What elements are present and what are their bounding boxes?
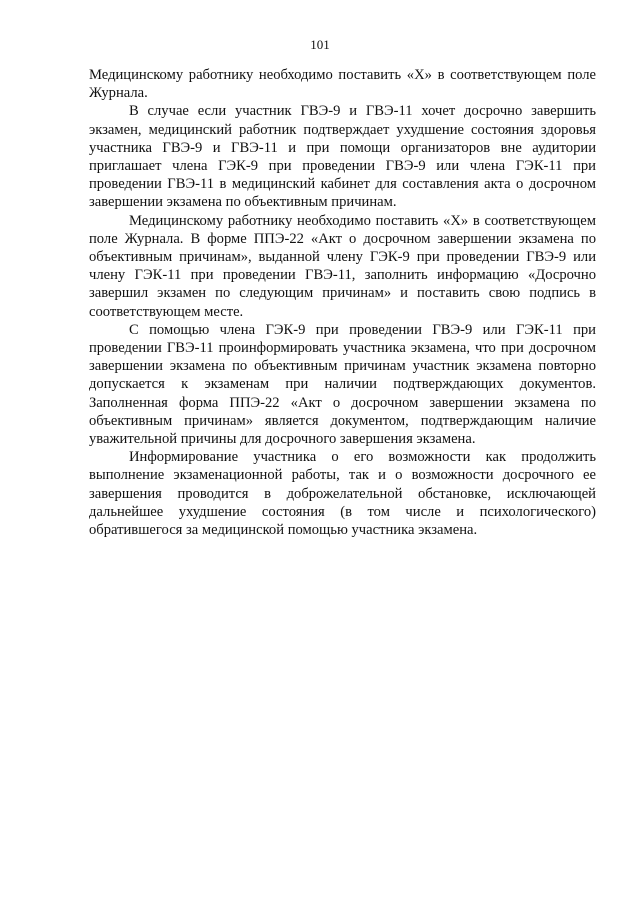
page-number: 101 (310, 37, 330, 52)
paragraph-2: В случае если участник ГВЭ-9 и ГВЭ-11 хочет досрочно завершить экзамен, медицинский работник подтверждает ухудшение состояния здоровья участника ГВЭ-9 и ГВЭ-11 и при помощи организаторов вне аудитории приглашает члена ГЭК-9 при проведении ГВЭ-9 или члена ГЭК-11 при проведении ГВЭ-11 в медицинский кабинет для составления акта о досрочном завершении экзамена по объективным причинам. (89, 103, 596, 211)
paragraph-1: Медицинскому работнику необходимо поставить «Х» в соответствующем поле Журнала. (89, 67, 596, 102)
paragraph-5: Информирование участника о его возможности как продолжить выполнение экзаменационной работы, так и о возможности досрочного ее завершения проводится в доброжелательной обстановке, исключающей дальнейшее ухудшение состояния (в том числе и психологического) обратившегося за медицинской помощью участника экзамена. (89, 449, 596, 539)
paragraph-4: С помощью члена ГЭК-9 при проведении ГВЭ-9 или ГЭК-11 при проведении ГВЭ-11 проинформировать участника экзамена, что при досрочном завершении экзамена по объективным причинам участник экзамена повторно допускается к экзаменам при наличии подтверждающих документов. Заполненная форма ППЭ-22 «Акт о досрочном завершении экзамена по объективным причинам» является документом, подтверждающим наличие уважительной причины для досрочного завершения экзамена. (89, 321, 596, 448)
paragraph-3: Медицинскому работнику необходимо поставить «Х» в соответствующем поле Журнала. В форме ППЭ-22 «Акт о досрочном завершении экзамена по объективным причинам», выданной члену ГЭК-9 при проведении ГВЭ-9 или члену ГЭК-11 при проведении ГВЭ-11, заполнить информацию «Досрочно завершил экзамен по следующим причинам» и поставить свою подпись в соответствующем месте. (89, 212, 596, 320)
document-body (89, 66, 596, 539)
